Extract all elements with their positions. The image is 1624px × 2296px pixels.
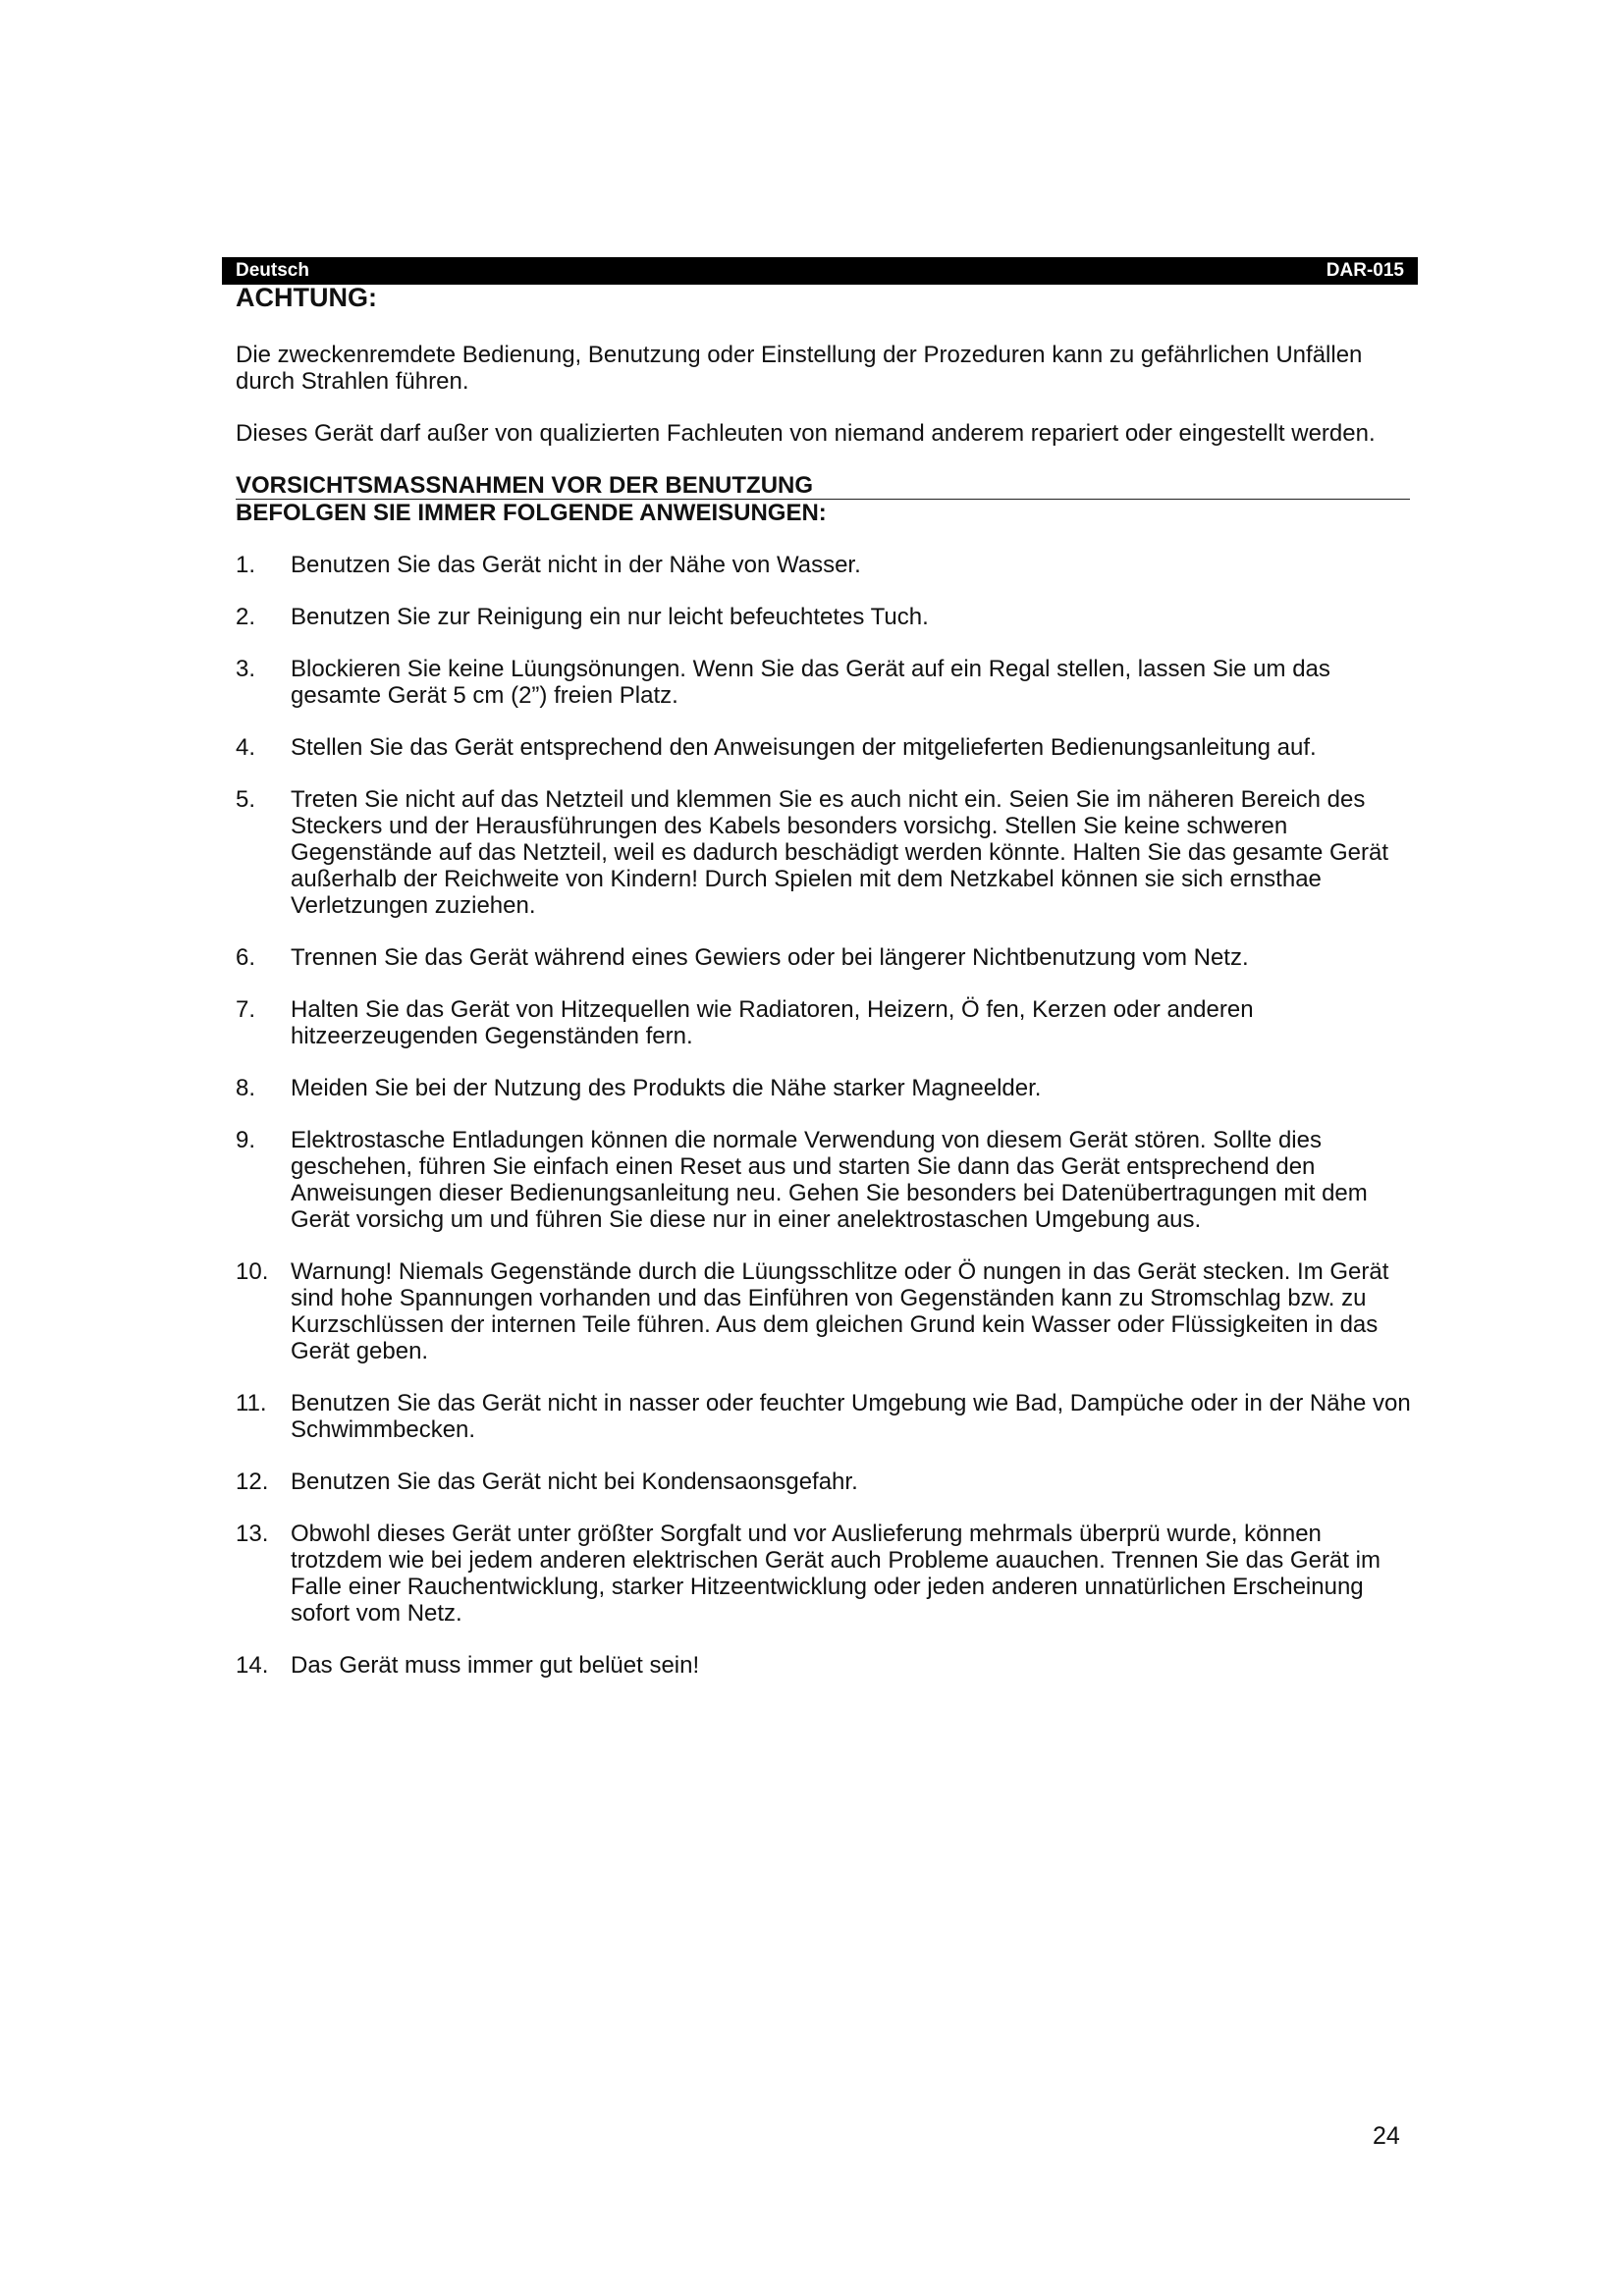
item-text: Blockieren Sie keine Lüungsönungen. Wenn Sie das Gerät auf ein Regal stellen, lassen Sie um das gesamte Gerät 5 cm (2”) freien Platz. — [291, 656, 1330, 709]
item-number: 5. — [236, 786, 256, 813]
precautions-heading: VORSICHTSMASSNAHMEN VOR DER BENUTZUNG — [236, 472, 814, 499]
list-item — [236, 1521, 1414, 1627]
item-number: 13. — [236, 1521, 269, 1547]
item-text: Halten Sie das Gerät von Hitzequellen wie Radiatoren, Heizern, Ö fen, Kerzen oder anderen hitzeerzeugenden Gegenständen fern. — [291, 996, 1254, 1049]
item-text: Treten Sie nicht auf das Netzteil und klemmen Sie es auch nicht ein. Seien Sie im näheren Bereich des Steckers und der Herausführungen des Kabels besonders vorsichg. Stellen Sie keine schweren Gegenstände auf das Netzteil, weil es dadurch beschädigt werden könnte. Halten Sie das gesamte Gerät außerhalb der Reichweite von Kindern! Durch Spielen mit dem Netzkabel können sie sich ernsthae Verletzungen zuziehen. — [291, 786, 1389, 919]
precautions-subheading: BEFOLGEN SIE IMMER FOLGENDE ANWEISUNGEN: — [236, 499, 1410, 526]
list-item — [236, 1390, 1414, 1443]
item-number: 14. — [236, 1652, 269, 1679]
header-model: DAR-015 — [1326, 260, 1404, 281]
item-number: 2. — [236, 604, 256, 630]
header-language: Deutsch — [236, 260, 309, 281]
item-text: Benutzen Sie das Gerät nicht in der Nähe von Wasser. — [291, 552, 861, 578]
item-text: Elektrostasche Entladungen können die normale Verwendung von diesem Gerät stören. Sollte dies geschehen, führen Sie einfach einen Reset aus und starten Sie dann das Gerät entsprechend den Anweisungen dieser Bedienungsanleitung neu. Gehen Sie besonders bei Datenübertragungen mit dem Gerät vorsichg um und führen Sie diese nur in einer anelektrostaschen Umgebung aus. — [291, 1127, 1368, 1233]
item-number: 10. — [236, 1258, 269, 1285]
list-item — [236, 656, 1414, 709]
item-number: 3. — [236, 656, 256, 682]
warning-title: ACHTUNG: — [236, 283, 377, 312]
list-item — [236, 734, 1414, 761]
item-text: Benutzen Sie das Gerät nicht bei Kondensaonsgefahr. — [291, 1468, 858, 1495]
warning-paragraph: Dieses Gerät darf außer von qualizierten Fachleuten von niemand anderem repariert oder eingestellt werden. — [236, 420, 1376, 447]
list-item — [236, 1258, 1414, 1364]
list-item — [236, 552, 1414, 578]
item-number: 6. — [236, 944, 256, 971]
list-item — [236, 1652, 1414, 1679]
item-number: 8. — [236, 1075, 256, 1101]
item-number: 12. — [236, 1468, 269, 1495]
item-text: Das Gerät muss immer gut belüet sein! — [291, 1652, 700, 1679]
item-number: 1. — [236, 552, 256, 578]
list-item — [236, 1468, 1414, 1495]
list-item — [236, 996, 1414, 1049]
item-number: 4. — [236, 734, 256, 761]
item-text: Warnung! Niemals Gegenstände durch die Lüungsschlitze oder Ö nungen in das Gerät stecken. Im Gerät sind hohe Spannungen vorhanden und das Einführen von Gegenständen kann zu Stromschlag bzw. zu Kurzschlüssen der internen Teile führen. Aus dem gleichen Grund kein Wasser oder Flüssigkeiten in das Gerät geben. — [291, 1258, 1389, 1364]
list-item — [236, 1127, 1414, 1233]
item-text: Benutzen Sie zur Reinigung ein nur leicht befeuchtetes Tuch. — [291, 604, 929, 630]
item-text: Obwohl dieses Gerät unter größter Sorgfalt und vor Auslieferung mehrmals überprü wurde, können trotzdem wie bei jedem anderen elektrischen Gerät auch Probleme auauchen. Trennen Sie das Gerät im Falle einer Rauchentwicklung, starker Hitzeentwicklung oder jeden anderen unnatürlichen Erscheinung sofort vom Netz. — [291, 1521, 1380, 1627]
list-item — [236, 944, 1414, 971]
item-number: 7. — [236, 996, 256, 1023]
item-text: Benutzen Sie das Gerät nicht in nasser oder feuchter Umgebung wie Bad, Dampüche oder in der Nähe von Schwimmbecken. — [291, 1390, 1411, 1443]
item-number: 11. — [236, 1390, 267, 1416]
page-content — [236, 283, 1414, 1704]
precautions-list — [236, 552, 1414, 1679]
list-item — [236, 604, 1414, 630]
list-item — [236, 786, 1414, 919]
header-bar — [222, 257, 1418, 285]
item-number: 9. — [236, 1127, 256, 1153]
warning-paragraph: Die zweckenremdete Bedienung, Benutzung oder Einstellung der Prozeduren kann zu gefährlichen Unfällen durch Strahlen führen. — [236, 342, 1363, 395]
item-text: Trennen Sie das Gerät während eines Gewiers oder bei längerer Nichtbenutzung vom Netz. — [291, 944, 1249, 971]
page-number: 24 — [1373, 2122, 1400, 2150]
item-text: Stellen Sie das Gerät entsprechend den Anweisungen der mitgelieferten Bedienungsanleitung auf. — [291, 734, 1317, 761]
item-text: Meiden Sie bei der Nutzung des Produkts die Nähe starker Magneelder. — [291, 1075, 1042, 1101]
list-item — [236, 1075, 1414, 1101]
